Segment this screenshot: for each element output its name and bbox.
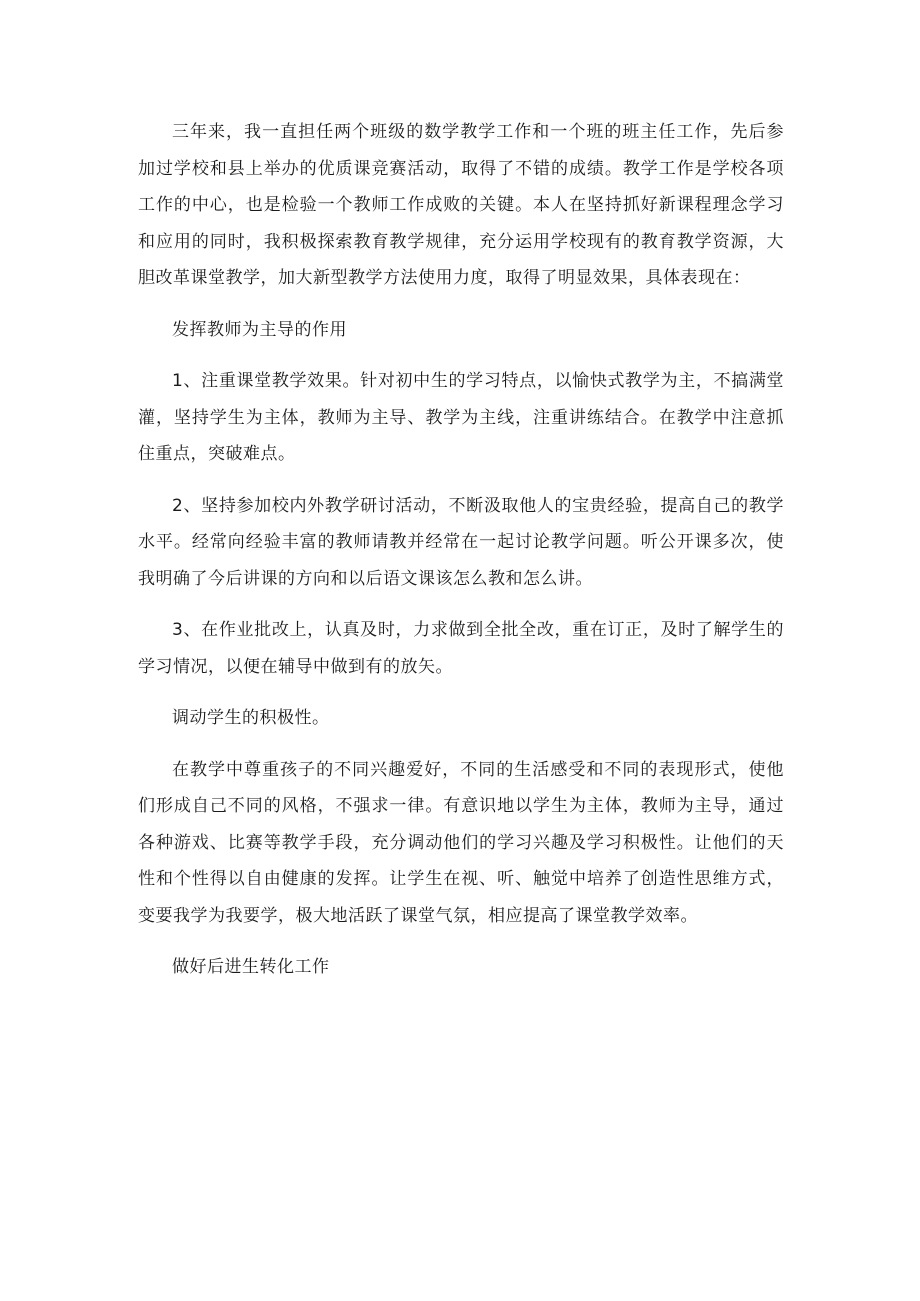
point-2-paragraph: 2、坚持参加校内外教学研讨活动，不断汲取他人的宝贵经验，提高自己的教学水平。经常向经验丰富的教师请教并经常在一起讨论教学问题。听公开课多次，使我明确了今后讲课的方向和以后语文课该怎么教和怎么讲。 [138,495,784,589]
section-heading-student-motivation: 调动学生的积极性。 [172,708,330,728]
intro-paragraph: 三年来，我一直担任两个班级的数学教学工作和一个班的班主任工作，先后参加过学校和县上举办的优质课竞赛活动，取得了不错的成绩。教学工作是学校各项工作的中心，也是检验一个教师工作成败的关键。本人在坚持抓好新课程理念学习和应用的同时，我积极探索教育教学规律，充分运用学校现有的教育教学资源，大胆改革课堂教学，加大新型教学方法使用力度，取得了明显效果，具体表现在： [138,122,784,288]
point-3-paragraph: 3、在作业批改上，认真及时，力求做到全批全改，重在订正，及时了解学生的学习情况，以便在辅导中做到有的放矢。 [138,620,784,677]
motivation-paragraph: 在教学中尊重孩子的不同兴趣爱好，不同的生活感受和不同的表现形式，使他们形成自己不同的风格，不强求一律。有意识地以学生为主体，教师为主导，通过各种游戏、比赛等教学手段，充分调动他们的学习兴趣及学习积极性。让他们的天性和个性得以自由健康的发挥。让学生在视、听、触觉中培养了创造性思维方式，变要我学为我要学，极大地活跃了课堂气氛，相应提高了课堂教学效率。 [138,759,784,926]
document-body [138,114,784,1001]
point-1-paragraph: 1、注重课堂教学效果。针对初中生的学习特点，以愉快式教学为主，不搞满堂灌，坚持学生为主体，教师为主导、教学为主线，注重讲练结合。在教学中注意抓住重点，突破难点。 [138,371,784,464]
section-heading-underachievers: 做好后进生转化工作 [172,957,330,977]
section-heading-teacher-guidance: 发挥教师为主导的作用 [172,319,347,340]
